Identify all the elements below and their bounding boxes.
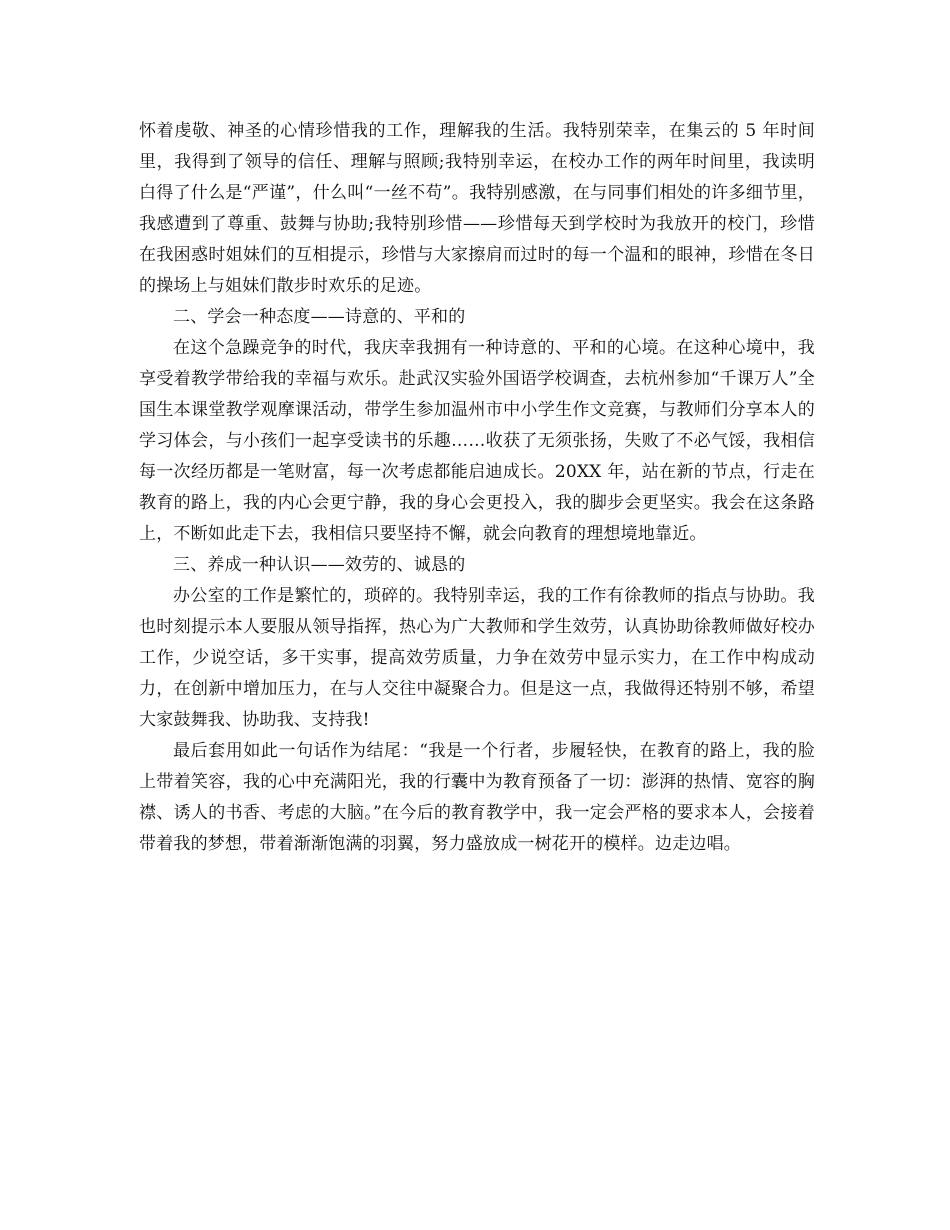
section-heading-3: 三、养成一种认识——效劳的、诚恳的 [173,555,466,575]
paragraph-4: 最后套用如此一句话作为结尾：“我是一个行者，步履轻快，在教育的路上，我的脸上带着笑容，我的心中充满阳光，我的行囊中为教育预备了一切：澎湃的热情、宽容的胸襟、诱人的书香、考虑的大脑。”在今后的教育教学中，我一定会严格的要求本人，会接着带着我的梦想，带着渐渐饱满的羽翼，努力盛放成一树花开的模样。边走边唱。 [139,741,815,854]
section-heading-2: 二、学会一种态度——诗意的、平和的 [173,307,466,327]
paragraph-1: 怀着虔敬、神圣的心情珍惜我的工作，理解我的生活。我特别荣幸，在集云的 5 年时间里，我得到了领导的信任、理解与照顾;我特别幸运，在校办工作的两年时间里，我读明白得了什么是“严谨”，什么叫“一丝不苟”。我特别感激，在与同事们相处的许多细节里，我感遭到了尊重、鼓舞与协助;我特别珍惜——珍惜每天到学校时为我放开的校门，珍惜在我困惑时姐妹们的互相提示，珍惜与大家擦肩而过时的每一个温和的眼神，珍惜在冬日的操场上与姐妹们散步时欢乐的足迹。 [139,121,815,296]
paragraph-3: 办公室的工作是繁忙的，琐碎的。我特别幸运，我的工作有徐教师的指点与协助。我也时刻提示本人要服从领导指挥，热心为广大教师和学生效劳，认真协助徐教师做好校办工作，少说空话，多干实事，提高效劳质量，力争在效劳中显示实力，在工作中构成动力，在创新中增加压力，在与人交往中凝聚合力。但是这一点，我做得还特别不够，希望大家鼓舞我、协助我、支持我! [139,586,815,730]
paragraph-2: 在这个急躁竞争的时代，我庆幸我拥有一种诗意的、平和的心境。在这种心境中，我享受着教学带给我的幸福与欢乐。赴武汉实验外国语学校调查，去杭州参加“千课万人”全国生本课堂教学观摩课活动，带学生参加温州市中小学生作文竞赛，与教师们分享本人的学习体会，与小孩们一起享受读书的乐趣……收获了无须张扬，失败了不必气馁，我相信每一次经历都是一笔财富，每一次考虑都能启迪成长。20XX 年，站在新的节点，行走在教育的路上，我的内心会更宁静，我的身心会更投入，我的脚步会更坚实。我会在这条路上，不断如此走下去，我相信只要坚持不懈，就会向教育的理想境地靠近。 [139,338,815,544]
document-body [139,116,815,860]
